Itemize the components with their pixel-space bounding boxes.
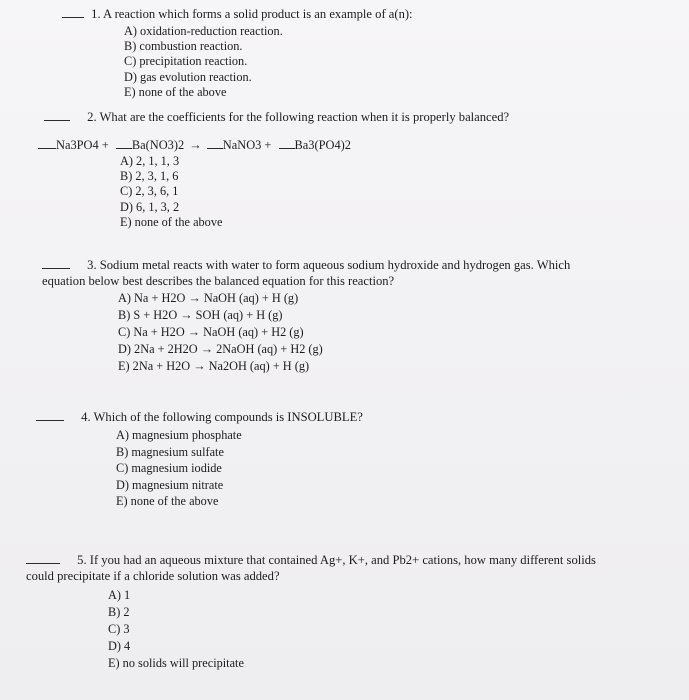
question-3-stem: 3. Sodium metal reacts with water to form aqueous sodium hydroxide and hydrogen gas. Which (42, 257, 682, 273)
product-1: NaNO3 + (222, 138, 272, 152)
option: B) 2, 3, 1, 6 (120, 169, 179, 184)
option: C) 3 (108, 622, 130, 636)
option: D) 4 (108, 639, 131, 653)
reaction-arrow: → (189, 138, 202, 152)
option: A) 1 (108, 588, 131, 602)
question-3-stem-line-2: equation below best describes the balanced equation for this reaction? (42, 274, 395, 288)
option: B) S + H2O → SOH (aq) + H (g) (118, 308, 283, 322)
question-5-options (108, 587, 681, 672)
option: C) magnesium iodide (116, 461, 222, 475)
question-3 (42, 257, 682, 375)
product-2: Ba3(PO4)2 (294, 138, 351, 152)
question-2-options (120, 154, 674, 230)
reactant-1: Na3PO4 + (56, 138, 109, 152)
question-4-options (116, 427, 666, 510)
option: E) none of the above (120, 214, 223, 229)
coefficient-blank[interactable] (279, 148, 295, 149)
option: B) 2 (108, 605, 130, 619)
option: A) Na + H2O → NaOH (aq) + H (g) (118, 291, 299, 305)
answer-blank-4[interactable] (36, 420, 64, 421)
option: C) Na + H2O → NaOH (aq) + H2 (g) (118, 325, 304, 339)
option: E) no solids will precipitate (108, 656, 244, 670)
option: E) 2Na + H2O → Na2OH (aq) + H (g) (118, 359, 310, 373)
option: D) 6, 1, 3, 2 (120, 199, 180, 214)
option: B) magnesium sulfate (116, 444, 224, 459)
answer-blank-1[interactable] (62, 17, 84, 18)
question-2-stem: 2. What are the coefficients for the following reaction when it is properly balanced? (44, 109, 674, 125)
question-3-options (118, 290, 682, 375)
option: C) precipitation reaction. (124, 54, 248, 69)
question-1 (62, 6, 672, 100)
question-4 (36, 409, 666, 510)
option: A) oxidation-reduction reaction. (124, 24, 283, 38)
question-2-equation (38, 137, 674, 153)
option: A) 2, 1, 1, 3 (120, 154, 180, 168)
question-5-stem-line-2: could precipitate if a chloride solution was added? (26, 569, 280, 583)
option: D) gas evolution reaction. (124, 69, 252, 84)
answer-blank-3[interactable] (42, 268, 70, 269)
option: D) 2Na + 2H2O → 2NaOH (aq) + H2 (g) (118, 342, 323, 356)
answer-blank-5[interactable] (26, 563, 60, 564)
question-4-stem: 4. Which of the following compounds is INSOLUBLE? (36, 409, 666, 425)
option: C) 2, 3, 6, 1 (120, 184, 179, 199)
coefficient-blank[interactable] (207, 148, 223, 149)
option: B) combustion reaction. (124, 39, 243, 54)
coefficient-blank[interactable] (116, 148, 132, 149)
question-5 (26, 552, 681, 672)
question-1-options (124, 24, 672, 100)
answer-blank-2[interactable] (44, 120, 70, 121)
option: E) none of the above (116, 494, 219, 508)
option: E) none of the above (124, 84, 227, 99)
reactant-2: Ba(NO3)2 (131, 138, 185, 152)
question-1-stem: 1. A reaction which forms a solid product is an example of a(n): (62, 6, 672, 22)
option: D) magnesium nitrate (116, 477, 224, 492)
option: A) magnesium phosphate (116, 428, 242, 442)
question-2 (44, 109, 674, 230)
question-5-stem: 5. If you had an aqueous mixture that contained Ag+, K+, and Pb2+ cations, how many different solids (26, 552, 681, 568)
coefficient-blank[interactable] (38, 148, 56, 149)
